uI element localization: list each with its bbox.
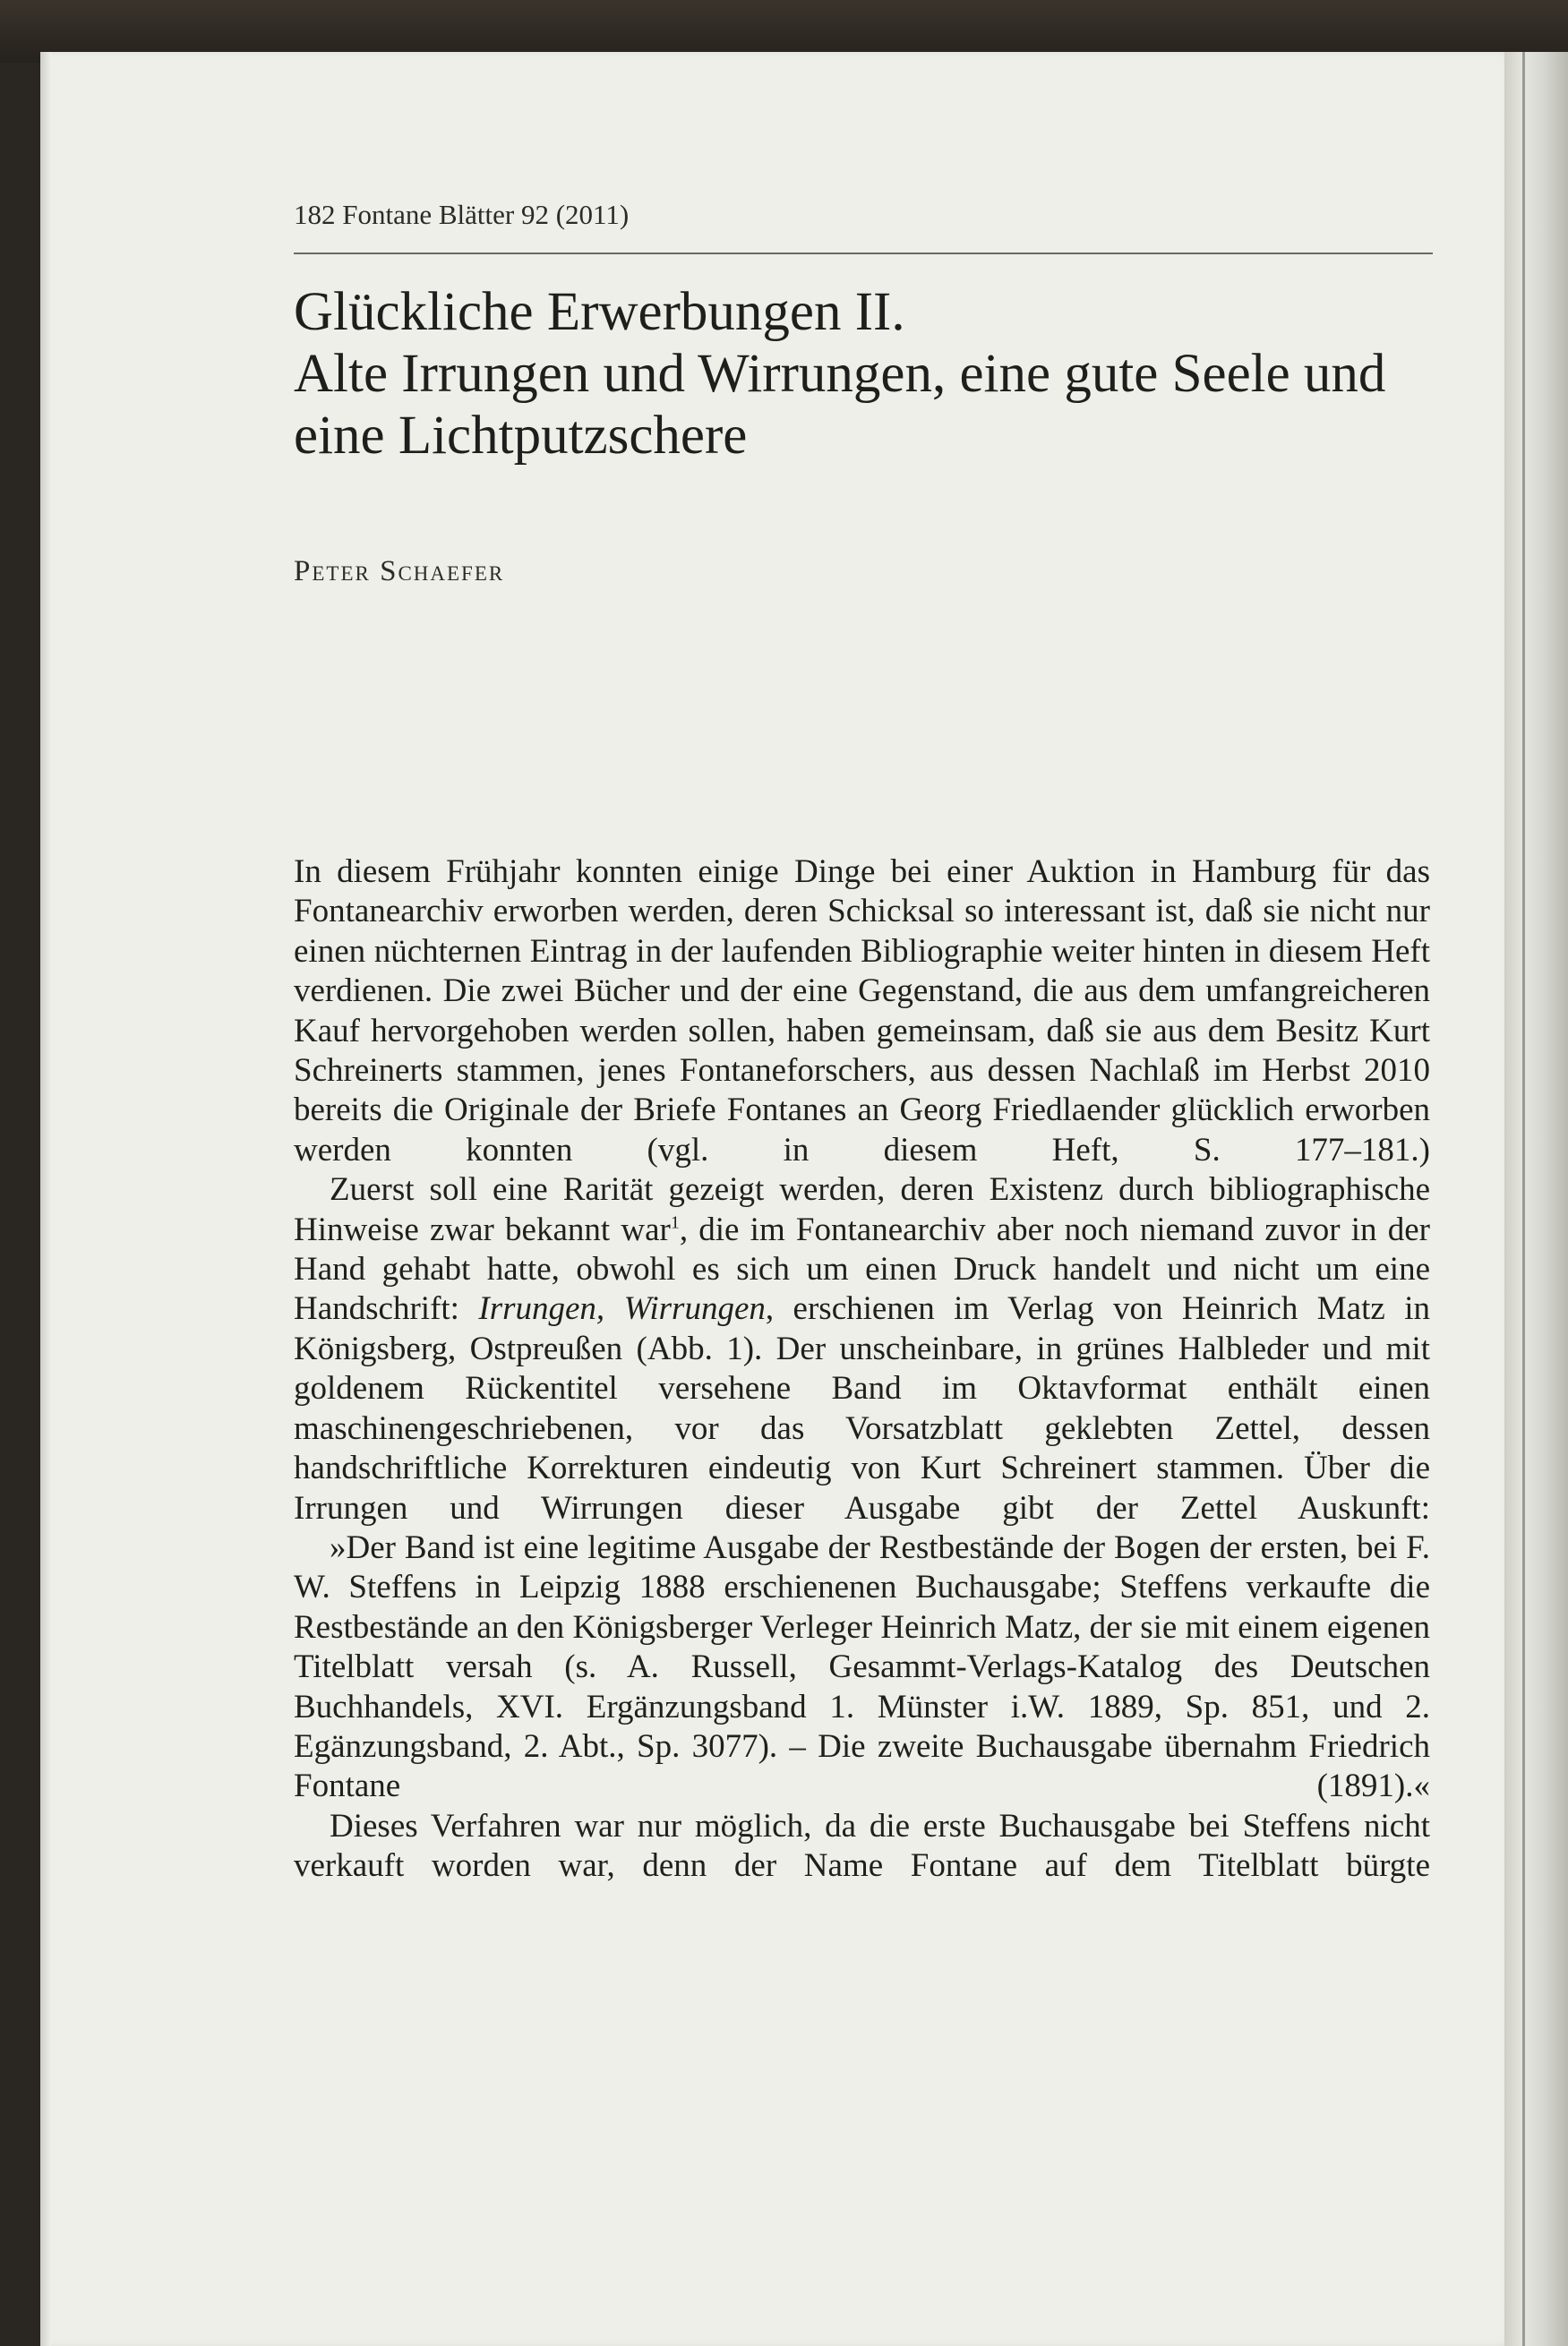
title-line-1: Glückliche Erwerbungen II. xyxy=(294,282,905,342)
article-title xyxy=(294,281,1458,467)
running-head: 182 Fontane Blätter 92 (2011) xyxy=(294,199,630,230)
book-title: Irrungen, Wirrungen xyxy=(478,1290,766,1328)
title-line-2: Alte Irrungen und Wirrungen, eine gute Seele und xyxy=(294,344,1386,404)
book-fore-edge xyxy=(1504,52,1568,2346)
page-edge-line xyxy=(1522,52,1525,2346)
paragraph-4: Dieses Verfahren war nur möglich, da die erste Buchausgabe bei Steffens nicht verkauft worden war, denn der Name Fontane auf dem Titelblatt bürgte xyxy=(294,1807,1430,1885)
author-name: Peter Schaefer xyxy=(294,555,505,587)
paragraph-quote: »Der Band ist eine legitime Ausgabe der Restbestände der Bogen der ersten, bei F. W. Steffens in Leipzig 1888 erschienenen Buchausgabe; Steffens verkaufte die Restbestände an den Königsberger Verleger Heinrich Matz, der sie mit einem eigenen Titelblatt versah (s. A. Russell, Gesammt-Verlags-Katalog des Deutschen Buchhandels, XVI. Ergänzungsband 1. Münster i.W. 1889, Sp. 851, und 2. Egänzungsband, 2. Abt., Sp. 3077). – Die zweite Buchausgabe übernahm Friedrich Fontane (1891).« xyxy=(294,1528,1430,1805)
paragraph-1: In diesem Frühjahr konnten einige Dinge bei einer Auktion in Hamburg für das Fontanearchiv erworben werden, deren Schicksal so interessant ist, daß sie nicht nur einen nüchternen Eintrag in der laufenden Bibliographie weiter hinten in diesem Heft verdienen. Die zwei Bücher und der eine Gegenstand, die aus dem umfangreicheren Kauf hervorgehoben werden sollen, haben gemeinsam, daß sie aus dem Besitz Kurt Schreinerts stammen, jenes Fontaneforschers, aus dessen Nachlaß im Herbst 2010 bereits die Originale der Briefe Fontanes an Georg Friedlaender glücklich erworben werden konnten (vgl. in diesem Heft, S. 177–181.) xyxy=(294,853,1430,1169)
page-left-edge xyxy=(40,52,51,2346)
header-rule xyxy=(294,253,1433,254)
title-line-3: eine Lichtputzschere xyxy=(294,406,748,466)
article-body xyxy=(294,852,1430,1887)
paragraph-2: Zuerst soll eine Rarität gezeigt werden, deren Existenz durch bibliographische Hinweise zwar bekannt war$^1$, die im Fontanearchiv aber noch niemand zuvor in der Hand gehabt hatte, obwohl es sich um einen Druck handelt und nicht um eine Handschrift: Irrungen, Wirrungen, erschienen im Verlag von Heinrich Matz in Königsberg, Ostpreußen (Abb. 1). Der unscheinbare, in grünes Halbleder und mit goldenem Rückentitel versehene Band im Oktavformat enthält einen maschinengeschriebenen, vor das Vorsatzblatt geklebten Zettel, dessen handschriftliche Korrekturen eindeutig von Kurt Schreinert stammen. Über die Irrungen und Wirrungen dieser Ausgabe gibt der Zettel Auskunft: xyxy=(294,1171,1431,1527)
footnote-ref[interactable]: 1 xyxy=(670,1212,680,1233)
